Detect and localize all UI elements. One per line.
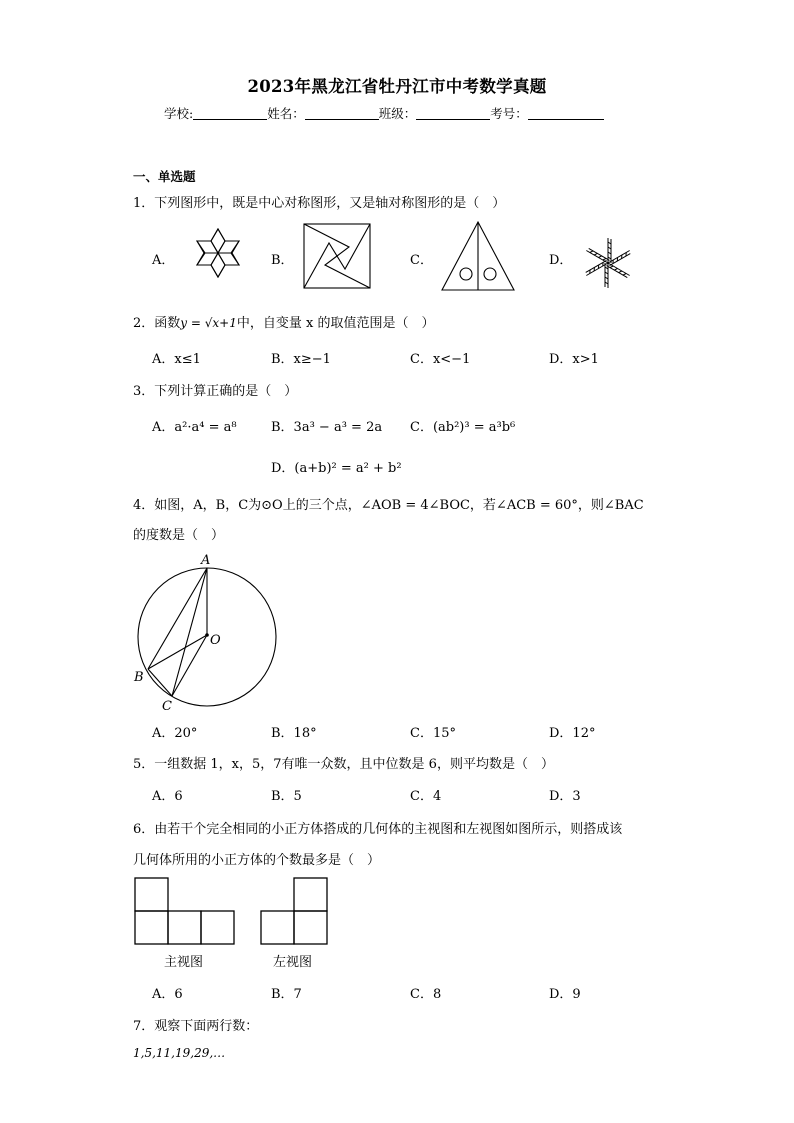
q6-option-a[interactable]: A．6: [152, 987, 183, 1002]
q5-option-c[interactable]: C．4: [410, 789, 442, 804]
q4-option-a[interactable]: A．20°: [152, 726, 198, 741]
q3-option-b[interactable]: B．3a³ − a³ = 2a: [271, 420, 383, 435]
circle-geometry-figure: [130, 550, 280, 715]
q3-option-d[interactable]: D．(a+b)² = a² + b²: [271, 461, 402, 476]
q3-option-c[interactable]: C．(ab²)³ = a³b⁶: [410, 420, 516, 435]
question-3-stem: 3．下列计算正确的是（ ）: [133, 384, 298, 399]
q2-option-c[interactable]: C．x<−1: [410, 352, 471, 367]
front-view-label: 主视图: [164, 955, 204, 970]
question-1-stem: 1．下列图形中，既是中心对称图形，又是轴对称图形的是（ ）: [133, 196, 506, 211]
q1-option-d-label: D．: [549, 253, 573, 268]
point-a-label: A: [201, 553, 211, 568]
q4-option-c[interactable]: C．15°: [410, 726, 456, 741]
q5-option-a[interactable]: A．6: [152, 789, 183, 804]
class-blank[interactable]: [416, 107, 490, 120]
name-label: 姓名：: [267, 106, 305, 121]
front-view-figure: [134, 877, 236, 946]
q6-option-b[interactable]: B．7: [271, 987, 302, 1002]
student-info-line: [164, 104, 604, 122]
triangle-two-circles-figure: [440, 220, 516, 292]
q3-option-a[interactable]: A．a²·a⁴ = a⁸: [152, 420, 237, 435]
school-label: 学校:: [164, 106, 194, 121]
q6-option-c[interactable]: C．8: [410, 987, 442, 1002]
section-heading: 一、单选题: [133, 169, 196, 184]
point-b-label: B: [134, 670, 144, 685]
page-title: 2023年黑龙江省牡丹江市中考数学真题: [247, 77, 547, 96]
q4-option-d[interactable]: D．12°: [549, 726, 596, 741]
name-blank[interactable]: [305, 107, 379, 120]
question-4-stem-line-2: 的度数是（ ）: [133, 528, 225, 543]
q1-option-c-label: C．: [410, 253, 433, 268]
number-blank[interactable]: [528, 107, 604, 120]
pinwheel-square-figure: [303, 223, 371, 289]
six-point-star-figure: [184, 222, 252, 284]
question-6-stem-line-1: 6．由若干个完全相同的小正方体搭成的几何体的主视图和左视图如图所示，则搭成该: [133, 822, 623, 837]
question-4-stem-line-1: 4．如图，A，B，C为⊙O上的三个点，∠AOB = 4∠BOC，若∠ACB = 60°，则∠BAC: [133, 498, 644, 513]
q5-option-d[interactable]: D．3: [549, 789, 581, 804]
q6-option-d[interactable]: D．9: [549, 987, 581, 1002]
question-2-stem: [133, 312, 434, 331]
windmill-figure: [578, 236, 638, 290]
q5-option-b[interactable]: B．5: [271, 789, 302, 804]
q2-option-a[interactable]: A．x≤1: [152, 352, 201, 367]
left-view-label: 左视图: [273, 955, 313, 970]
point-o-label: O: [210, 633, 221, 648]
q1-option-b-label: B．: [271, 253, 294, 268]
q2-stem-suffix: 中，自变量 x 的取值范围是（ ）: [236, 316, 435, 331]
question-7-stem: 7．观察下面两行数：: [133, 1019, 259, 1034]
q2-function-formula: y = √x+1: [180, 316, 237, 330]
left-view-figure: [260, 877, 330, 946]
class-label: 班级：: [378, 106, 417, 121]
number-label: 考号：: [490, 106, 528, 121]
q2-option-b[interactable]: B．x≥−1: [271, 352, 331, 367]
question-5-stem: 5．一组数据 1，x，5，7有唯一众数，且中位数是 6，则平均数是（ ）: [133, 757, 554, 772]
q7-sequence-row-1: 1,5,11,19,29,…: [133, 1046, 226, 1060]
q2-stem-prefix: 2．函数: [133, 316, 181, 331]
school-blank[interactable]: [193, 107, 267, 120]
point-c-label: C: [162, 699, 172, 714]
q1-option-a-label: A．: [152, 253, 175, 268]
q4-option-b[interactable]: B．18°: [271, 726, 317, 741]
q2-option-d[interactable]: D．x>1: [549, 352, 599, 367]
question-6-stem-line-2: 几何体所用的小正方体的个数最多是（ ）: [133, 853, 381, 868]
